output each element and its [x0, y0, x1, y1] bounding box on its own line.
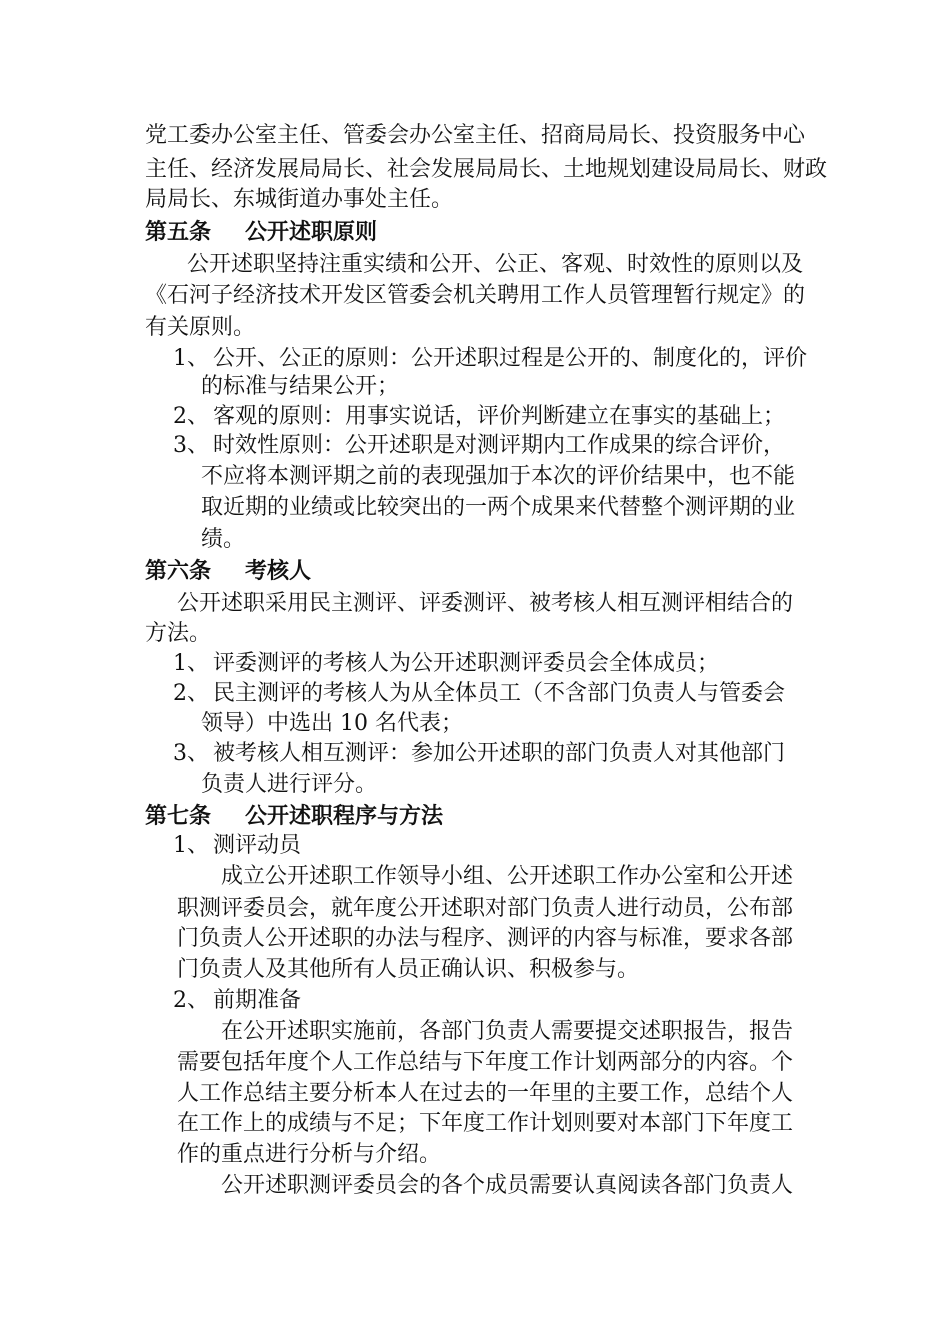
paragraph-line: 公开述职坚持注重实绩和公开、公正、客观、时效性的原则以及 — [187, 252, 804, 277]
list-item-line: 绩。 — [201, 527, 246, 552]
paragraph-line: 门负责人及其他所有人员正确认识、积极参与。 — [177, 957, 640, 982]
article-number: 第七条 — [145, 803, 212, 829]
subsection-number: 2、 — [173, 988, 209, 1013]
article-6-heading — [145, 557, 311, 585]
paragraph-line: 《石河子经济技术开发区管委会机关聘用工作人员管理暂行规定》的 — [145, 283, 806, 308]
intro-line: 党工委办公室主任、管委会办公室主任、招商局局长、投资服务中心 — [145, 123, 806, 148]
list-item-number: 3、 — [173, 433, 209, 458]
paragraph-line: 在公开述职实施前，各部门负责人需要提交述职报告，报告 — [221, 1019, 794, 1044]
article-number: 第六条 — [145, 558, 212, 584]
list-item-line: 民主测评的考核人为从全体员工（不含部门负责人与管委会 — [213, 681, 786, 706]
list-item-line: 评委测评的考核人为公开述职测评委员会全体成员； — [213, 651, 720, 676]
article-7-heading — [145, 802, 443, 830]
paragraph-line: 门负责人公开述职的办法与程序、测评的内容与标准，要求各部 — [177, 926, 794, 951]
intro-line: 主任、经济发展局局长、社会发展局局长、土地规划建设局局长、财政 — [145, 157, 828, 182]
paragraph-line: 人工作总结主要分析本人在过去的一年里的主要工作，总结个人 — [177, 1081, 794, 1106]
article-5-heading — [145, 218, 377, 246]
list-item-line: 负责人进行评分。 — [201, 772, 378, 797]
list-item-line: 客观的原则：用事实说话，评价判断建立在事实的基础上； — [213, 404, 786, 429]
paragraph-line: 有关原则。 — [145, 315, 256, 340]
article-title: 考核人 — [245, 558, 312, 584]
list-item-number: 1、 — [173, 651, 209, 676]
list-item-line: 公开、公正的原则：公开述职过程是公开的、制度化的，评价 — [213, 346, 808, 371]
paragraph-line: 公开述职采用民主测评、评委测评、被考核人相互测评相结合的 — [177, 591, 794, 616]
list-item-line: 时效性原则：公开述职是对测评期内工作成果的综合评价， — [213, 433, 786, 458]
list-item-number: 1、 — [173, 346, 209, 371]
paragraph-line: 作的重点进行分析与介绍。 — [177, 1142, 442, 1167]
list-item-number: 3、 — [173, 741, 209, 766]
paragraph-line: 职测评委员会，就年度公开述职对部门负责人进行动员，公布部 — [177, 896, 794, 921]
list-item-number: 2、 — [173, 404, 209, 429]
subsection-number: 1、 — [173, 833, 209, 858]
list-item-number: 2、 — [173, 681, 209, 706]
paragraph-line: 公开述职测评委员会的各个成员需要认真阅读各部门负责人 — [221, 1173, 794, 1198]
subsection-heading: 前期准备 — [213, 988, 302, 1013]
paragraph-line: 在工作上的成绩与不足；下年度工作计划则要对本部门下年度工 — [177, 1111, 794, 1136]
article-title: 公开述职原则 — [245, 219, 378, 245]
list-item-line: 取近期的业绩或比较突出的一两个成果来代替整个测评期的业 — [201, 495, 796, 520]
article-number: 第五条 — [145, 219, 212, 245]
list-item-line: 不应将本测评期之前的表现强加于本次的评价结果中，也不能 — [201, 464, 796, 489]
article-title: 公开述职程序与方法 — [245, 803, 444, 829]
list-item-line: 被考核人相互测评：参加公开述职的部门负责人对其他部门 — [213, 741, 786, 766]
list-item-line: 领导）中选出 10 名代表； — [201, 711, 463, 736]
intro-line: 局局长、东城街道办事处主任。 — [145, 187, 454, 212]
paragraph-line: 方法。 — [145, 621, 212, 646]
paragraph-line: 成立公开述职工作领导小组、公开述职工作办公室和公开述 — [221, 864, 794, 889]
list-item-line: 的标准与结果公开； — [201, 374, 400, 399]
paragraph-line: 需要包括年度个人工作总结与下年度工作计划两部分的内容。个 — [177, 1050, 794, 1075]
subsection-heading: 测评动员 — [213, 833, 302, 858]
